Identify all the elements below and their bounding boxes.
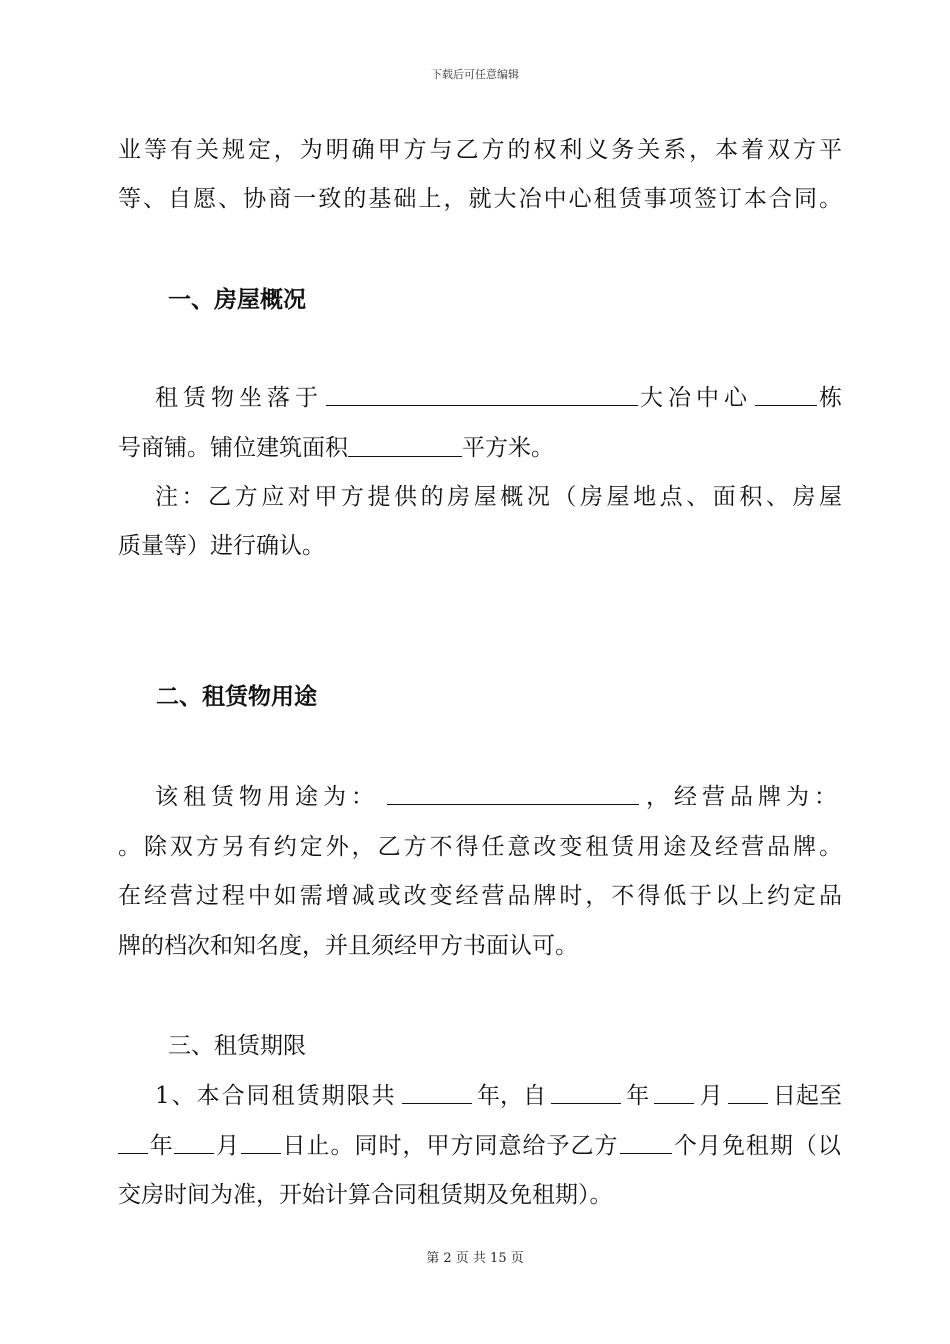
section2-line-1 [155, 782, 842, 812]
section2-line-2: 。除双方另有约定外，乙方不得任意改变租赁用途及经营品牌。 [118, 834, 842, 860]
building-blank [755, 383, 817, 406]
section1-line-2 [118, 433, 842, 463]
section2-line-3: 在经营过程中如需增减或改变经营品牌时，不得低于以上约定品 [118, 883, 842, 909]
usage-label: 该租赁物用途为： [155, 784, 379, 810]
start-month-label: 月 [699, 1083, 723, 1109]
start-day-blank [728, 1081, 768, 1104]
end-year-label: 年 [149, 1133, 173, 1159]
end-day-blank [241, 1131, 281, 1154]
section3-line-2 [118, 1131, 842, 1161]
note-line-2: 质量等）进行确认。 [118, 533, 325, 559]
start-year-blank [551, 1081, 621, 1104]
start-year-label: 年 [626, 1083, 650, 1109]
page-footer: 第 2 页 共 15 页 [426, 1251, 524, 1266]
location-blank [326, 383, 638, 406]
brand-label: ，经营品牌为： [646, 784, 842, 810]
start-month-blank [654, 1081, 694, 1104]
center-label: 大冶中心 [640, 385, 752, 411]
location-label: 租赁物坐落于 [155, 385, 323, 411]
note-line-1: 注：乙方应对甲方提供的房屋概况（房屋地点、面积、房屋 [155, 484, 842, 510]
section1-line-1 [155, 383, 842, 413]
section3-title: 三、租赁期限 [168, 1033, 306, 1059]
end-year-blank [118, 1131, 148, 1154]
free-months-label: 个月免租期（以 [673, 1133, 842, 1159]
term-label: 1、本合同租赁期限共 [155, 1083, 397, 1109]
building-label: 栋 [819, 385, 842, 411]
term-years-blank [402, 1081, 472, 1104]
from-label: 年，自 [476, 1083, 546, 1109]
area-unit: 平方米。 [462, 435, 554, 461]
intro-line-2: 等、自愿、协商一致的基础上，就大冶中心租赁事项签订本合同。 [118, 186, 842, 212]
usage-blank [387, 782, 639, 805]
section3-line-3: 交房时间为准，开始计算合同租赁期及免租期）。 [118, 1182, 613, 1208]
section3-line-1 [155, 1081, 842, 1111]
end-day-label: 日止。同时，甲方同意给予乙方 [282, 1133, 619, 1159]
section1-title: 一、房屋概况 [168, 286, 306, 313]
end-month-blank [174, 1131, 214, 1154]
area-blank [348, 434, 462, 457]
start-day-label: 日起至 [772, 1083, 842, 1109]
shop-label: 号商铺。铺位建筑面积 [118, 435, 348, 461]
free-months-blank [620, 1131, 672, 1154]
section2-title: 二、租赁物用途 [156, 683, 317, 710]
section2-line-4: 牌的档次和知名度，并且须经甲方书面认可。 [118, 933, 578, 959]
page-header: 下载后可任意编辑 [431, 68, 519, 81]
end-month-label: 月 [216, 1133, 240, 1159]
intro-line-1: 业等有关规定，为明确甲方与乙方的权利义务关系，本着双方平 [118, 137, 842, 163]
